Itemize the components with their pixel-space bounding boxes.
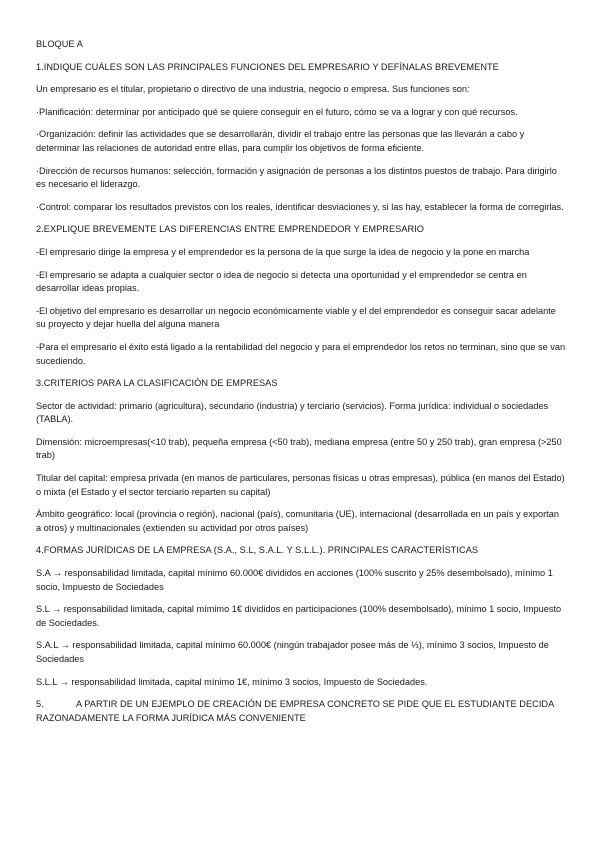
question-2-heading: 2.EXPLIQUE BREVEMENTE LAS DIFERENCIAS ENTRE EMPRENDEDOR Y EMPRESARIO <box>36 224 425 235</box>
q1-planificacion-paragraph: ·Planificación: determinar por anticipado qué se quiere conseguir en el futuro, cómo se va a lograr y con qué recursos. <box>36 106 518 117</box>
question-4-heading: 4.FORMAS JURÍDICAS DE LA EMPRESA (S.A., S.L, S.A.L. Y S.L.L.). PRINCIPALES CARACTERÍSTICAS <box>36 545 479 556</box>
bloque-title: BLOQUE A <box>36 39 83 49</box>
question-5-number: 5. <box>36 699 44 710</box>
q4-sll-paragraph: S.L.L → responsabilidad limitada, capital mínimo 1€, mínimo 3 socios, Impuesto de Sociedades. <box>36 676 428 687</box>
question-5-heading <box>36 698 566 725</box>
q4-sa-paragraph: S.A → responsabilidad limitada, capital mínimo 60.000€ divididos en acciones (100% suscrito y 25% desembolsado), mínimo 1 socio, Impuesto de Sociedades <box>36 568 553 592</box>
q3-titular-paragraph: Titular del capital: empresa privada (en manos de particulares, personas físicas u otras empresas), pública (en manos del Estado) o mixta (el Estado y el sector terciario reparten su capital) <box>36 473 565 497</box>
question-5-text: A PARTIR DE UN EJEMPLO DE CREACIÓN DE EMPRESA CONCRETO SE PIDE QUE EL ESTUDIANTE DECIDA RAZONADAMENTE LA FORMA JURÍDICA MÁS CONVENIENTE <box>36 699 554 723</box>
q4-sal-paragraph: S.A.L → responsabilidad limitada, capital mínimo 60.000€ (ningún trabajador posee más de ⅓), mínimo 3 socios, Impuesto de Sociedades <box>36 640 549 664</box>
q3-sector-paragraph: Sector de actividad: primario (agricultura), secundario (industria) y terciario (servicios). Forma jurídica: individual o sociedades (TABLA). <box>36 400 549 425</box>
q1-direccion-paragraph: ·Dirección de recursos humanos: selección, formación y asignación de personas a los distintos puestos de trabajo. Para dirigirlo es necesario el liderazgo. <box>36 165 557 190</box>
q1-organizacion-paragraph: ·Organización: definir las actividades que se desarrollarán, dividir el trabajo entre las personas que las llevarán a cabo y determinar las relaciones de autoridad entre ellas, para cumplir los objetivos de forma eficiente. <box>36 129 525 153</box>
document-page <box>36 38 566 734</box>
q2-difference-3: -El objetivo del empresario es desarrollar un negocio económicamente viable y el del emprendedor es conseguir sacar adelante su proyecto y dejar huella del alguna manera <box>36 305 556 330</box>
question-3-heading: 3.CRITERIOS PARA LA CLASIFICACIÓN DE EMPRESAS <box>36 378 278 389</box>
q2-difference-2: -El empresario se adapta a cualquier sector o idea de negocio si detecta una oportunidad y el emprendedor se centra en desarrollar ideas propias. <box>36 269 527 294</box>
q1-intro-paragraph: Un empresario es el titular, propietario o directivo de una industria, negocio o empresa. Sus funciones son: <box>36 84 470 95</box>
q2-difference-4: -Para el empresario el éxito está ligado a la rentabilidad del negocio y para el emprendedor los retos no terminan, sino que se van sucediendo. <box>36 341 566 366</box>
q2-difference-1: -El empresario dirige la empresa y el emprendedor es la persona de la que surge la idea de negocio y la pone en marcha <box>36 246 530 257</box>
q1-control-paragraph: ·Control: comparar los resultados previstos con los reales, identificar desviaciones y, si las hay, establecer la forma de corregirlas. <box>36 201 564 212</box>
q4-sl-paragraph: S.L → responsabilidad limitada, capital mímimo 1€ divididos en participaciones (100% desembolsado), mínimo 1 socio, Impuesto de Sociedades. <box>36 604 562 628</box>
question-1-heading: 1.INDIQUE CUÁLES SON LAS PRINCIPALES FUNCIONES DEL EMPRESARIO Y DEFÍNALAS BREVEMENTE <box>36 61 499 72</box>
q3-ambito-paragraph: Ámbito geográfico: local (provincia o región), nacional (país), comunitaria (UE), internacional (desarrollada en un país y exportan a otros) y multinacionales (extienden su actividad por otros países) <box>36 509 559 533</box>
q3-dimension-paragraph: Dimensión: microempresas(<10 trab), pequeña empresa (<50 trab), mediana empresa (entre 50 y 250 trab), gran empresa (>250 trab) <box>36 436 562 461</box>
